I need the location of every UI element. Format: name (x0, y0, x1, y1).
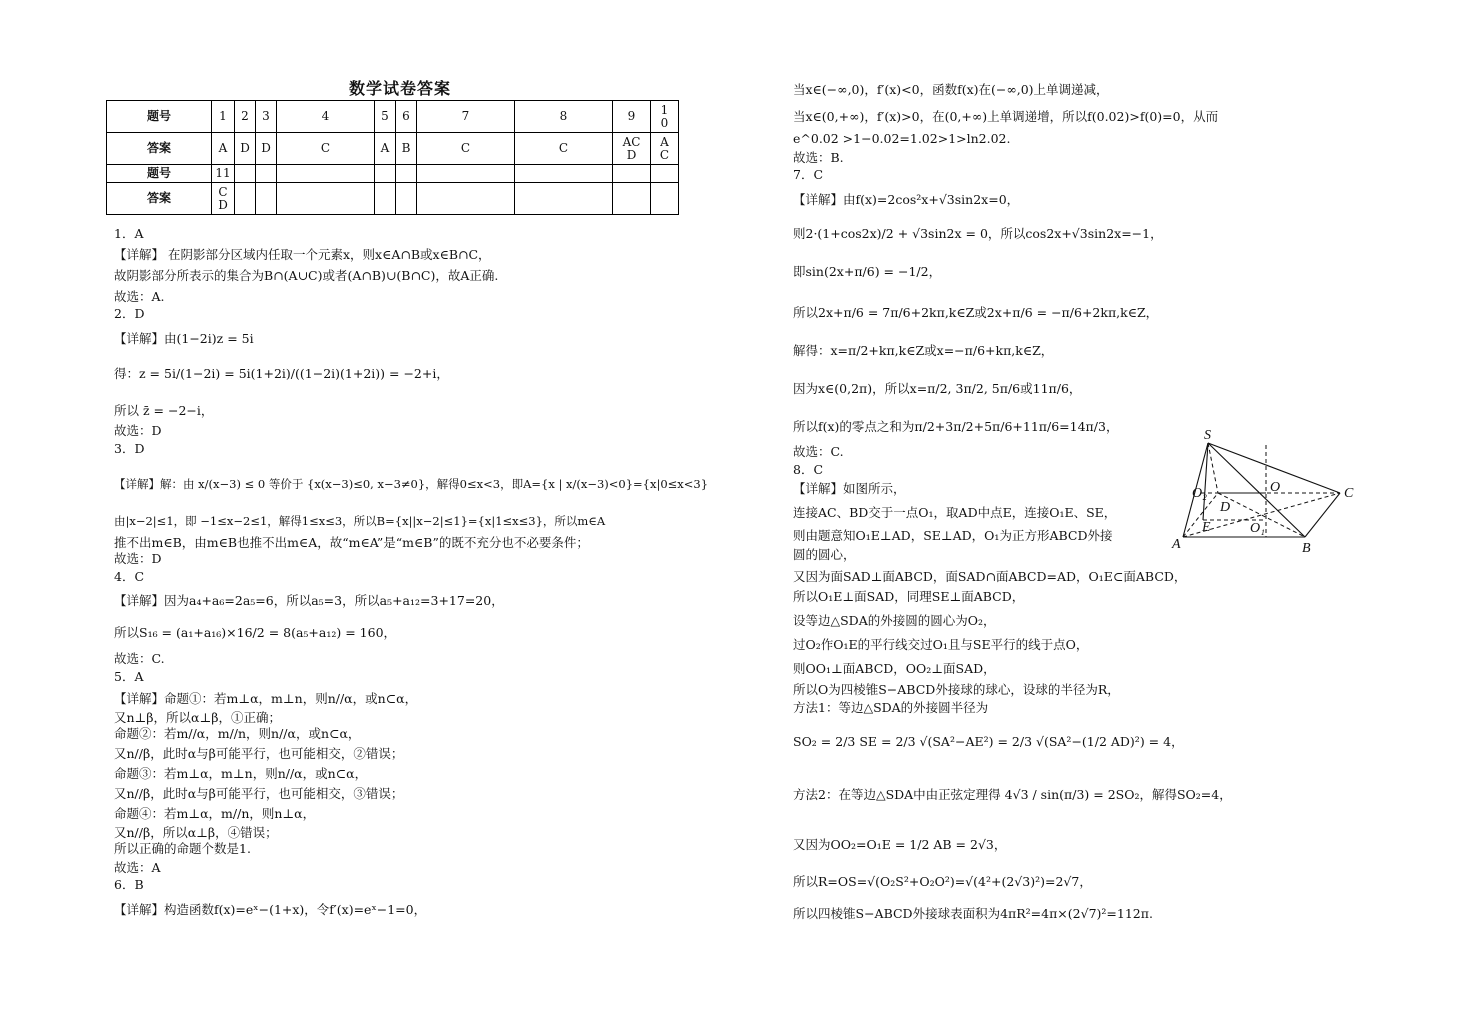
solution-line: 又n//β，所以α⊥β，④错误； (114, 825, 278, 840)
solution-line: 推不出m∈B，由m∈B也推不出m∈A，故“m∈A”是“m∈B”的既不充分也不必要条件； (114, 535, 589, 550)
solution-line: 又因为面SAD⊥面ABCD，面SAD∩面ABCD=AD，O₁E⊂面ABCD， (793, 569, 1187, 584)
solution-line: 命题③：若m⊥α，m⊥n，则n//α，或n⊂α， (114, 766, 368, 781)
solution-line: 所以O为四棱锥S−ABCD外接球的球心，设球的半径为R， (793, 682, 1120, 697)
solution-line: 得：z = 5i/(1−2i) = 5i(1+2i)/((1−2i)(1+2i)) = −2+i， (114, 366, 449, 381)
solution-line: 连接AC、BD交于一点O₁，取AD中点E，连接O₁E、SE， (793, 505, 1117, 520)
solution-line: 又n⊥β，所以α⊥β，①正确； (114, 710, 281, 725)
solution-line: 又因为OO₂=O₁E = 1/2 AB = 2√3， (793, 837, 1007, 852)
solution-line: 命题②：若m//α，m//n，则n//α，或n⊂α， (114, 726, 361, 741)
solution-line: 故阴影部分所表示的集合为B∩(A∪C)或者(A∩B)∪(B∩C)，故A正确. (114, 268, 499, 283)
solution-line: 【详解】 在阴影部分区域内任取一个元素x，则x∈A∩B或x∈B∩C， (114, 247, 491, 262)
number-cell: 3 (256, 101, 277, 133)
answer-cell: C (277, 133, 375, 165)
answer-cell: D (235, 133, 256, 165)
solution-line: 所以2x+π/6 = 7π/6+2kπ,k∈Z或2x+π/6 = −π/6+2kπ,k∈Z， (793, 305, 1159, 320)
solution-line: 方法2：在等边△SDA中由正弦定理得 4√3 / sin(π/3) = 2SO₂，解得SO₂=4， (793, 787, 1232, 802)
solution-line: 所以 z̄ = −2−i， (114, 403, 214, 418)
label-o: O (1270, 480, 1281, 495)
solution-line: 所以四棱锥S−ABCD外接球表面积为4πR²=4π×(2√7)²=112π. (793, 906, 1153, 921)
solution-line: 5．A (114, 669, 144, 684)
label-c: C (1344, 486, 1354, 501)
solution-line: 由|x−2|≤1，即 −1≤x−2≤1，解得1≤x≤3，所以B={x||x−2|≤1}={x|1≤x≤3}，所以m∈A (114, 514, 606, 528)
solution-line: 【详解】构造函数f(x)=eˣ−(1+x)，令f′(x)=eˣ−1=0， (114, 902, 427, 917)
page-title: 数学试卷答案 (348, 79, 451, 98)
label-b: B (1302, 541, 1311, 556)
solution-line: 则2·(1+cos2x)/2 + √3sin2x = 0，所以cos2x+√3sin2x=−1， (793, 226, 1163, 241)
answer-cell: C (417, 133, 515, 165)
solution-line: 【详解】由(1−2i)z = 5i (114, 331, 254, 346)
solution-line: 又n//β，此时α与β可能平行，也可能相交，②错误； (114, 746, 404, 761)
number-cell: 5 (375, 101, 396, 133)
solution-line: 即sin(2x+π/6) = −1/2， (793, 264, 942, 279)
solution-line: 故选：C. (793, 444, 844, 459)
solution-line: 【详解】因为a₄+a₆=2a₅=6，所以a₅=3，所以a₅+a₁₂=3+17=20， (114, 593, 504, 608)
solution-line: 方法1：等边△SDA的外接圆半径为 (793, 700, 989, 715)
solution-line: 所以f(x)的零点之和为π/2+3π/2+5π/6+11π/6=14π/3， (793, 419, 1119, 434)
solution-line: 解得：x=π/2+kπ,k∈Z或x=−π/6+kπ,k∈Z， (793, 343, 1054, 358)
answer-cell: A (375, 133, 396, 165)
table-row (107, 183, 679, 215)
solution-line: 命题④：若m⊥α，m//n，则n⊥α， (114, 806, 316, 821)
pyramid-figure (1168, 425, 1368, 560)
answer-cell: D (256, 133, 277, 165)
label-o2: O₂ (1192, 486, 1207, 501)
solution-line: 故选：A. (114, 289, 165, 304)
header-cell: 题号 (107, 165, 212, 183)
solution-line: 当x∈(−∞,0)，f′(x)<0，函数f(x)在(−∞,0)上单调递减， (793, 82, 1109, 97)
solution-line: 6．B (114, 877, 144, 892)
solution-line: 过O₂作O₁E的平行线交过O₁且与SE平行的线于点O， (793, 637, 1089, 652)
solution-line: SO₂ = 2/3 SE = 2/3 √(SA²−AE²) = 2/3 √(SA²−(1/2 AD)²) = 4， (793, 734, 1184, 749)
solution-line: 则由题意知O₁E⊥AD，SE⊥AD，O₁为正方形ABCD外接 (793, 528, 1113, 543)
label-a: A (1172, 537, 1181, 552)
answer-cell: AC D (613, 133, 651, 165)
number-cell: 1 0 (651, 101, 679, 133)
answer-label-cell: 答案 (107, 183, 212, 215)
table-row (107, 101, 679, 133)
solution-line: 7．C (793, 167, 824, 182)
solution-line: 当x∈(0,+∞)，f′(x)>0，在(0,+∞)上单调递增，所以f(0.02)>f(0)=0，从而 (793, 109, 1219, 124)
answer-cell: B (396, 133, 417, 165)
solution-line: 8．C (793, 462, 824, 477)
solution-line: 故选：A (114, 860, 161, 875)
label-o1: O₁ (1250, 521, 1265, 536)
solution-line: 所以R=OS=√(O₂S²+O₂O²)=√(4²+(2√3)²)=2√7， (793, 874, 1092, 889)
solution-line: 所以S₁₆ = (a₁+a₁₆)×16/2 = 8(a₅+a₁₂) = 160， (114, 625, 397, 640)
label-d: D (1220, 500, 1231, 515)
label-s: S (1204, 428, 1211, 443)
answer-label-cell: 答案 (107, 133, 212, 165)
solution-line: 3．D (114, 441, 145, 456)
solution-line: 则OO₁⊥面ABCD，OO₂⊥面SAD， (793, 661, 996, 676)
solution-line: 【详解】解：由 x/(x−3) ≤ 0 等价于 {x(x−3)≤0, x−3≠0}，解得0≤x<3，即A={x | x/(x−3)<0}={x|0≤x<3} (114, 477, 709, 491)
label-e: E (1202, 520, 1211, 535)
number-cell: 7 (417, 101, 515, 133)
table-row (107, 165, 679, 183)
table-row (107, 133, 679, 165)
solution-line: 因为x∈(0,2π)，所以x=π/2, 3π/2, 5π/6或11π/6， (793, 381, 1082, 396)
solution-line: 故选：B. (793, 150, 844, 165)
solution-line: 【详解】命题①：若m⊥α，m⊥n，则n//α，或n⊂α， (114, 691, 418, 706)
number-cell: 1 (212, 101, 235, 133)
solution-line: 2．D (114, 306, 145, 321)
number-cell: 11 (212, 165, 235, 183)
number-cell: 6 (396, 101, 417, 133)
answer-cell: A C (651, 133, 679, 165)
solution-line: 所以O₁E⊥面SAD，同理SE⊥面ABCD， (793, 589, 1025, 604)
number-cell: 8 (515, 101, 613, 133)
solution-line: 4．C (114, 569, 145, 584)
header-cell: 题号 (107, 101, 212, 133)
solution-line: 【详解】由f(x)=2cos²x+√3sin2x=0， (793, 192, 1020, 207)
solution-line: 圆的圆心， (793, 547, 856, 562)
solution-line: 故选：D (114, 423, 162, 438)
answer-table (106, 100, 679, 215)
solution-line: 故选：C. (114, 651, 165, 666)
answer-cell: C (515, 133, 613, 165)
number-cell: 4 (277, 101, 375, 133)
number-cell: 9 (613, 101, 651, 133)
solution-line: 又n//β，此时α与β可能平行，也可能相交，③错误； (114, 786, 404, 801)
solution-line: 【详解】如图所示， (793, 481, 906, 496)
number-cell: 2 (235, 101, 256, 133)
answer-cell: C D (212, 183, 235, 215)
solution-line: e^0.02 >1−0.02=1.02>1>ln2.02. (793, 131, 1011, 146)
solution-line: 故选：D (114, 551, 162, 566)
answer-cell: A (212, 133, 235, 165)
solution-line: 1．A (114, 226, 144, 241)
solution-line: 设等边△SDA的外接圆的圆心为O₂， (793, 613, 996, 628)
solution-line: 所以正确的命题个数是1. (114, 841, 251, 856)
